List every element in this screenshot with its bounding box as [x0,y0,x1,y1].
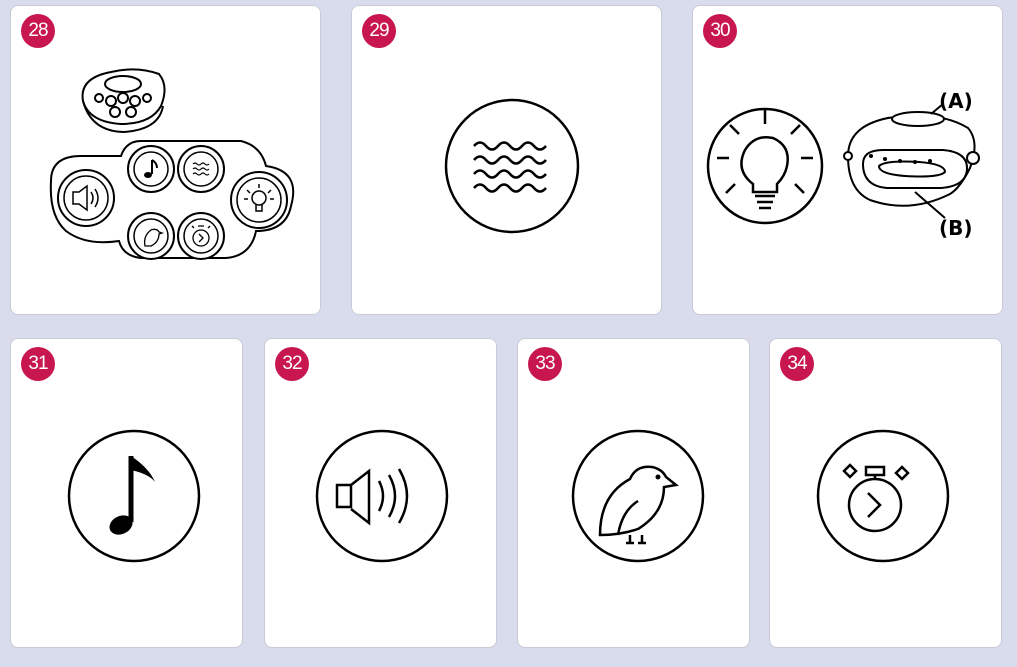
step-badge: 29 [362,14,396,48]
step-badge: 28 [21,14,55,48]
panel-34 [769,338,1002,648]
step-badge: 31 [21,347,55,381]
panel-31 [10,338,243,648]
device-icon [844,112,979,206]
step-badge: 32 [275,347,309,381]
device-icon [83,69,165,132]
bird-icon [518,339,751,649]
stopwatch-timer-icon [770,339,1003,649]
waves-icon[interactable] [178,146,224,192]
callout-a-label: (A) [939,89,973,113]
step-badge: 33 [528,347,562,381]
panel-33 [517,338,750,648]
panel-29 [351,5,662,315]
panel-32 [264,338,497,648]
callout-b-label: (B) [939,216,973,240]
panel-28 [10,5,321,315]
speaker-volume-icon [265,339,498,649]
light-bulb-icon [708,109,822,223]
bird-icon[interactable] [128,213,174,259]
waves-icon [352,6,663,316]
music-note-icon[interactable] [128,146,174,192]
speaker-volume-icon[interactable] [58,170,114,226]
stopwatch-timer-icon[interactable] [178,213,224,259]
step-badge: 34 [780,347,814,381]
control-panel-overview [11,6,322,316]
step-badge: 30 [703,14,737,48]
music-note-icon [11,339,244,649]
panel-30 [692,5,1003,315]
light-bulb-icon[interactable] [231,172,287,228]
